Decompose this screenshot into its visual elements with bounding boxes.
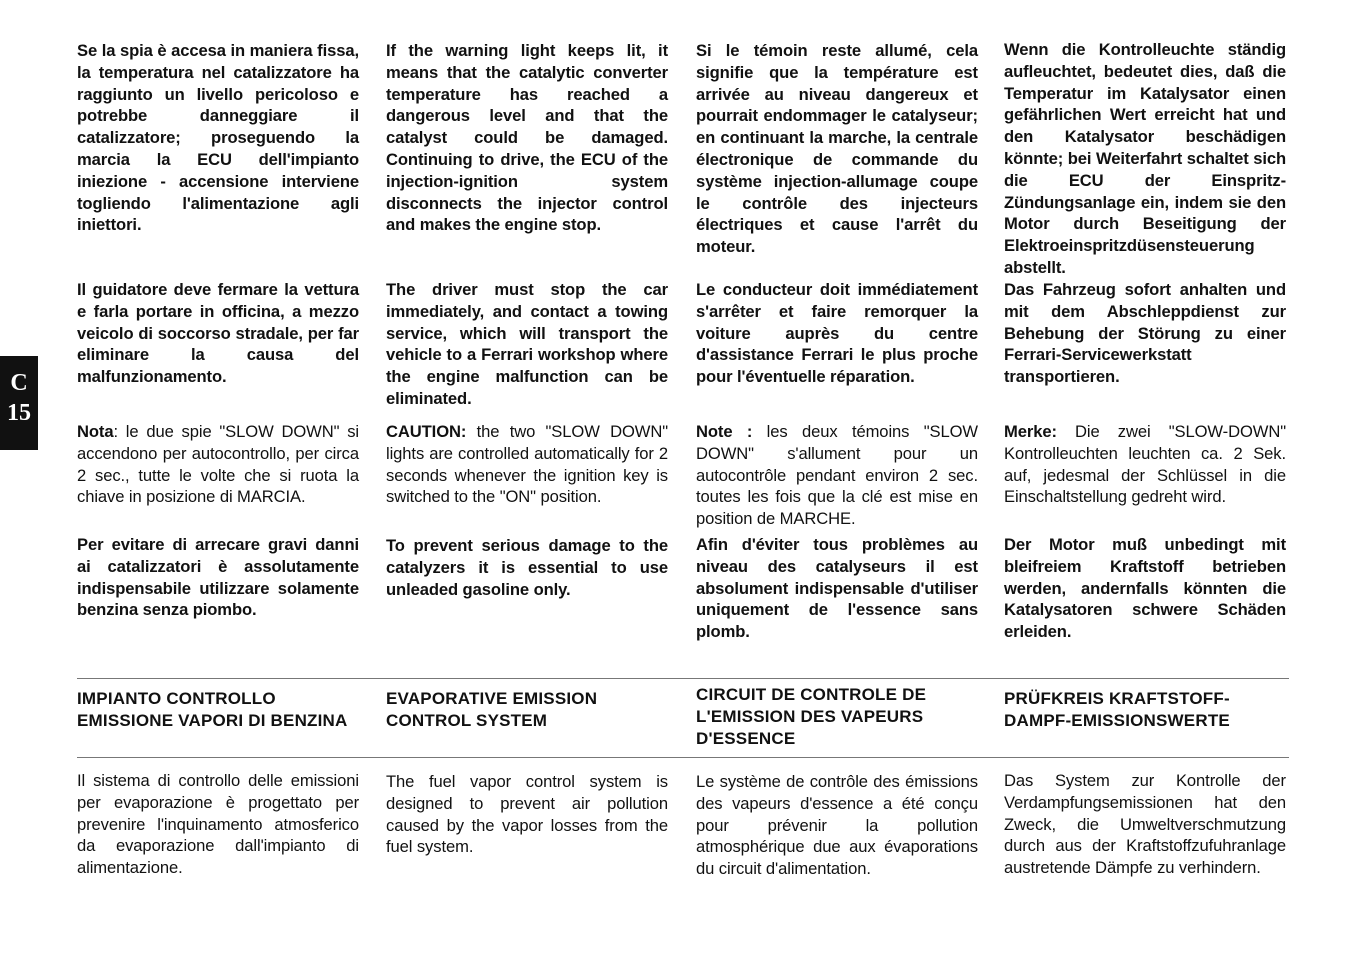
note-text-it: : le due spie "SLOW DOWN" si accendono per autocontrollo, per circa 2 sec., tutte le volte che si ruota la chiave in posizione di MARCIA. (77, 422, 359, 507)
page-number: 15 (7, 400, 31, 426)
note-label-fr: Note : (696, 422, 753, 441)
note-label-en: CAUTION: (386, 422, 467, 441)
note-label-it: Nota (77, 422, 114, 441)
section-title-de: PRÜFKREIS KRAFTSTOFF-DAMPF-EMISSIONSWERTE (1004, 689, 1230, 730)
warning-paragraph-it: Se la spia è accesa in maniera fissa, la temperatura nel catalizzatore ha raggiunto un livello pericoloso e potrebbe danneggiare il catalizzatore; proseguendo la marcia la ECU dell'impianto iniezione - accensione interviene togliendo l'alimentazione agli iniettori. (77, 41, 359, 235)
section-title-en: EVAPORATIVE EMISSION CONTROL SYSTEM (386, 689, 598, 730)
warning-paragraph-de: Wenn die Kontrolleuchte ständig aufleuchtet, bedeutet dies, daß die Temperatur im Katalysator einen gefährlichen Wert erreicht hat und den Katalysator beschädigen könnte; bei Weiterfahrt schaltet sich die ECU der Einspritz-Zündungsanlage ein, indem sie den Motor durch Beseitigung der Elektroeinspritzdüsensteuerung abstellt. (1004, 40, 1286, 277)
section-rule-bottom (77, 757, 1289, 758)
chapter-letter: C (10, 370, 28, 396)
note-paragraph-fr (696, 421, 978, 530)
section-rule-top (77, 678, 1289, 679)
fuel-paragraph-de: Der Motor muß unbedingt mit bleifreiem Kraftstoff betrieben werden, andernfalls könnten die Katalysatoren schwere Schäden erleiden. (1004, 535, 1286, 642)
fuel-paragraph-it: Per evitare di arrecare gravi danni ai catalizzatori è assolutamente indispensabile utilizzare solamente benzina senza piombo. (77, 535, 359, 620)
note-paragraph-en (386, 421, 668, 508)
section-body-fr: Le système de contrôle des émissions des vapeurs d'essence a été conçu pour prévenir la pollution atmosphérique due aux évaporations du circuit d'alimentation. (696, 772, 978, 879)
fuel-paragraph-en: To prevent serious damage to the catalyzers it is essential to use unleaded gasoline only. (386, 536, 668, 599)
section-body-it: Il sistema di controllo delle emissioni per evaporazione è progettato per prevenire l'inquinamento atmosferico da evaporazione dall'impianto di alimentazione. (77, 771, 359, 878)
fuel-paragraph-fr: Afin d'éviter tous problèmes au niveau des catalyseurs il est absolument indispensable d'utiliser uniquement de l'essence sans plomb. (696, 535, 978, 642)
section-body-de: Das System zur Kontrolle der Verdampfungsemissionen hat den Zweck, die Umweltverschmutzung durch aus der Kraftstoffzufuhranlage austretende Dämpfe zu verhindern. (1004, 771, 1286, 878)
warning-paragraph-fr: Si le témoin reste allumé, cela signifie que la température est arrivée au niveau dangereux et pourrait endommager le catalyseur; en continuant la marche, la centrale électronique de commande du système injection-allumage coupe le contrôle des injecteurs électriques et cause l'arrêt du moteur. (696, 41, 978, 257)
chapter-tab (0, 356, 38, 450)
note-text-fr: les deux témoins "SLOW DOWN" s'allument pour un autocontrôle pendant environ 2 sec. toutes les fois que la clé est mise en position de MARCHE. (696, 422, 978, 529)
note-paragraph-it (77, 421, 359, 508)
note-paragraph-de (1004, 421, 1286, 508)
driver-paragraph-fr: Le conducteur doit immédiatement s'arrêter et faire remorquer la voiture auprès du centre d'assistance Ferrari le plus proche pour l'éventuelle réparation. (696, 280, 978, 387)
driver-paragraph-it: Il guidatore deve fermare la vettura e farla portare in officina, a mezzo veicolo di soccorso stradale, per far eliminare la causa del malfunzionamento. (77, 280, 359, 387)
section-title-fr: CIRCUIT DE CONTROLE DE L'EMISSION DES VAPEURS D'ESSENCE (696, 685, 927, 748)
driver-paragraph-en: The driver must stop the car immediately, and contact a towing service, which will transport the vehicle to a Ferrari workshop where the engine malfunction can be eliminated. (386, 280, 668, 408)
warning-paragraph-en: If the warning light keeps lit, it means that the catalytic converter temperature has reached a dangerous level and that the catalyst could be damaged. Continuing to drive, the ECU of the injection-ignition system disconnects the injector control and makes the engine stop. (386, 41, 668, 235)
note-label-de: Merke: (1004, 422, 1057, 441)
section-body-en: The fuel vapor control system is designed to prevent air pollution caused by the vapor losses from the fuel system. (386, 772, 668, 857)
note-text-de: Die zwei "SLOW-DOWN" Kontrolleuchten leuchten ca. 2 Sek. auf, jedesmal der Schlüssel in die Einschaltstellung gedreht wird. (1004, 422, 1286, 507)
section-title-it: IMPIANTO CONTROLLO EMISSIONE VAPORI DI BENZINA (77, 689, 348, 730)
note-text-en: the two "SLOW DOWN" lights are controlled automatically for 2 seconds whenever the ignition key is switched to the "ON" position. (386, 422, 668, 507)
driver-paragraph-de: Das Fahrzeug sofort anhalten und mit dem Abschleppdienst zur Behebung der Störung zu einer Ferrari-Servicewerkstatt transportieren. (1004, 280, 1286, 387)
